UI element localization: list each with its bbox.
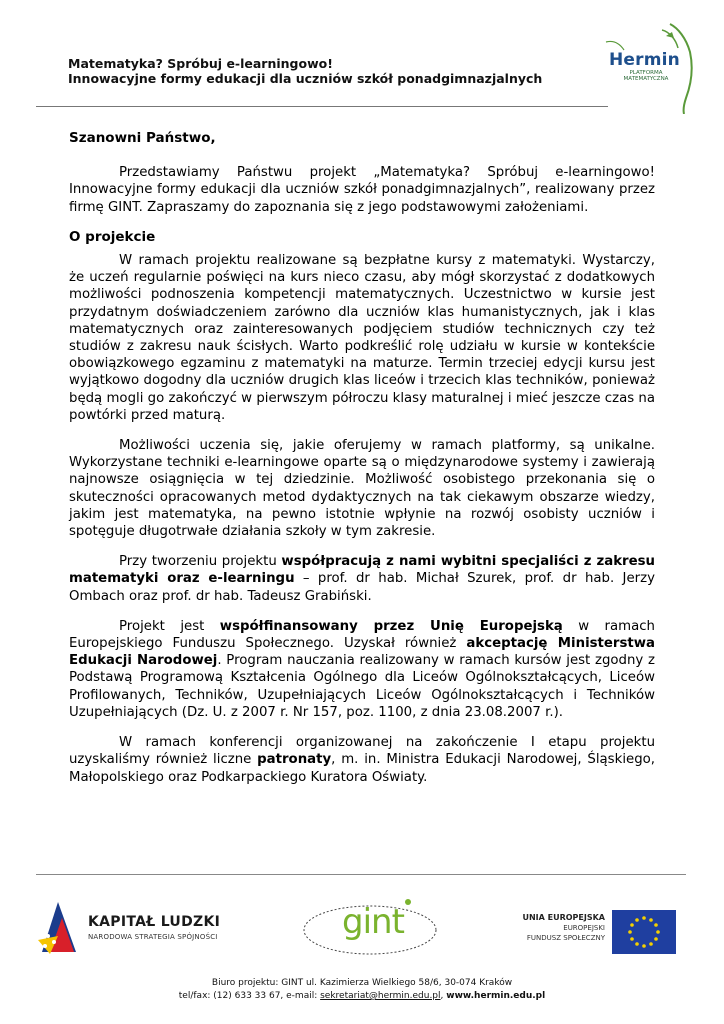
gint-logo-text: gint xyxy=(342,902,404,942)
eu-label-line1: UNIA EUROPEJSKA xyxy=(522,913,605,922)
p4-text-e: . Program nauczania realizowany w ramach kursów jest zgodny z Podstawą Programową Kształcenia Ogólnego dla Liceów Ogólnokształcących, Liceów Profilowanych, Techników, Uzupełniających Liceów Ogólnokształcących i Techników Uzupełniających (Dz. U. z 2007 r. Nr 157, poz. 1100, z dnia 23.08.2007 r.). xyxy=(69,653,655,720)
footer-divider xyxy=(36,874,686,875)
p5-text-a: W ramach konferencji organizowanej na zakończenie I etapu projektu uzyskaliśmy również liczne xyxy=(69,735,655,768)
address-separator: , xyxy=(440,991,447,1001)
p4-text-c: w ramach Europejskiego Funduszu Społecznego. Uzyskał również xyxy=(69,618,655,652)
kapital-ludzki-subtitle: NARODOWA STRATEGIA SPÓJNOŚCI xyxy=(88,933,218,941)
footer-address xyxy=(0,977,724,1003)
paragraph-funding xyxy=(69,618,655,721)
hermin-logo-subtitle-line1: PLATFORMA xyxy=(629,70,663,76)
p4-bold-men: akceptację Ministerstwa Edukacji Narodowej xyxy=(69,636,655,669)
p3-bold: współpracują z nami wybitni specjaliści z zakresu matematyki oraz e-learningu xyxy=(69,554,655,587)
paragraph-patronage xyxy=(69,734,655,786)
p3-text-c: – prof. dr hab. Michał Szurek, prof. dr hab. Jerzy Ombach oraz prof. dr hab. Tadeusz Grabiński. xyxy=(69,571,655,604)
address-line1: Biuro projektu: GINT ul. Kazimierza Wielkiego 58/6, 30-074 Kraków xyxy=(211,978,513,988)
eu-fund-label xyxy=(505,913,605,943)
hermin-logo-subtitle xyxy=(618,70,674,82)
salutation: Szanowni Państwo, xyxy=(69,130,216,146)
email-link[interactable]: sekretariat@hermin.edu.pl xyxy=(320,991,441,1001)
paragraph-courses: W ramach projektu realizowane są bezpłatne kursy z matematyki. Wystarczy, że uczeń regularnie poświęci na kurs nieco czasu, aby mógł skorzystać z dodatkowych możliwości podnoszenia kompetencji matematycznych. Uczestnictwo w kursie jest przydatnym doświadczeniem zarówno dla uczniów klas humanistycznych, jak i klas matematycznych oraz zainteresowanych podjęciem studiów technicznych czy też studiów z zakresu nauk ścisłych. Warto podkreślić rolę udziału w kursie w kontekście obowiązkowego egzaminu z matematyki na maturze. Termin trzeciej edycji kursu jest wyjątkowo dogodny dla uczniów drugich klas liceów i trzecich klas techników, ponieważ będą mogli go zakończyć w pierwszym półroczu klasy maturalnej i mieć jeszcze czas na powtórki przed maturą. xyxy=(69,253,655,423)
p3-text-a: Przy tworzeniu projektu xyxy=(119,554,282,570)
paragraph-platform: Możliwości uczenia się, jakie oferujemy w ramach platformy, są unikalne. Wykorzystane techniki e-learningowe oparte są o międzynarodowe systemy i zawierają najnowsze osiągnięcia w tej dziedzinie. Możliwość osobistego przekonania się o skuteczności opracowanych metod dydaktycznych na tak ciekawym obszarze wiedzy, jakim jest matematyka, na pewno istotnie wpłynie na rozwój osobisty uczniów i spotęguje długotrwałe działania szkoły w tym zakresie. xyxy=(69,438,655,540)
intro-paragraph: Przedstawiamy Państwu projekt „Matematyka? Spróbuj e-learningowo! Innowacyjne formy edukacji dla uczniów szkół ponadgimnazjalnych”, realizowany przez firmę GINT. Zapraszamy do zapoznania się z jego podstawowymi założeniami. xyxy=(69,165,655,215)
p4-text-a: Projekt jest xyxy=(119,618,220,634)
address-line2 xyxy=(0,990,724,1003)
p5-bold: patronaty xyxy=(257,752,332,768)
eu-flag-icon xyxy=(612,910,676,954)
section-heading: O projekcie xyxy=(69,228,156,245)
p5-text-c: , m. in. Ministra Edukacji Narodowej, Śląskiego, Małopolskiego oraz Podkarpackiego Kuratora Oświaty. xyxy=(69,752,655,785)
contact-phone: tel/fax: (12) 633 33 67, e-mail: xyxy=(178,991,321,1001)
p4-bold-eu: współfinansowany przez Unię Europejską xyxy=(219,618,563,634)
kapital-ludzki-title: KAPITAŁ LUDZKI xyxy=(88,914,221,930)
eu-label-line3: FUNDUSZ SPOŁECZNY xyxy=(526,934,605,942)
header-divider xyxy=(36,106,608,107)
hermin-logo-text: Hermin xyxy=(609,50,680,70)
hermin-logo-subtitle-line2: MATEMATYCZNA xyxy=(623,76,669,82)
letter-body xyxy=(69,130,655,799)
header-title-line1: Matematyka? Spróbuj e-learningowo! xyxy=(68,56,333,71)
website-link[interactable]: www.hermin.edu.pl xyxy=(446,991,546,1001)
header-title-line2: Innowacyjne formy edukacji dla uczniów szkół ponadgimnazjalnych xyxy=(68,71,543,86)
eu-label-line2: EUROPEJSKI xyxy=(563,924,605,932)
document-header xyxy=(68,56,608,86)
paragraph-specialists xyxy=(69,553,655,605)
